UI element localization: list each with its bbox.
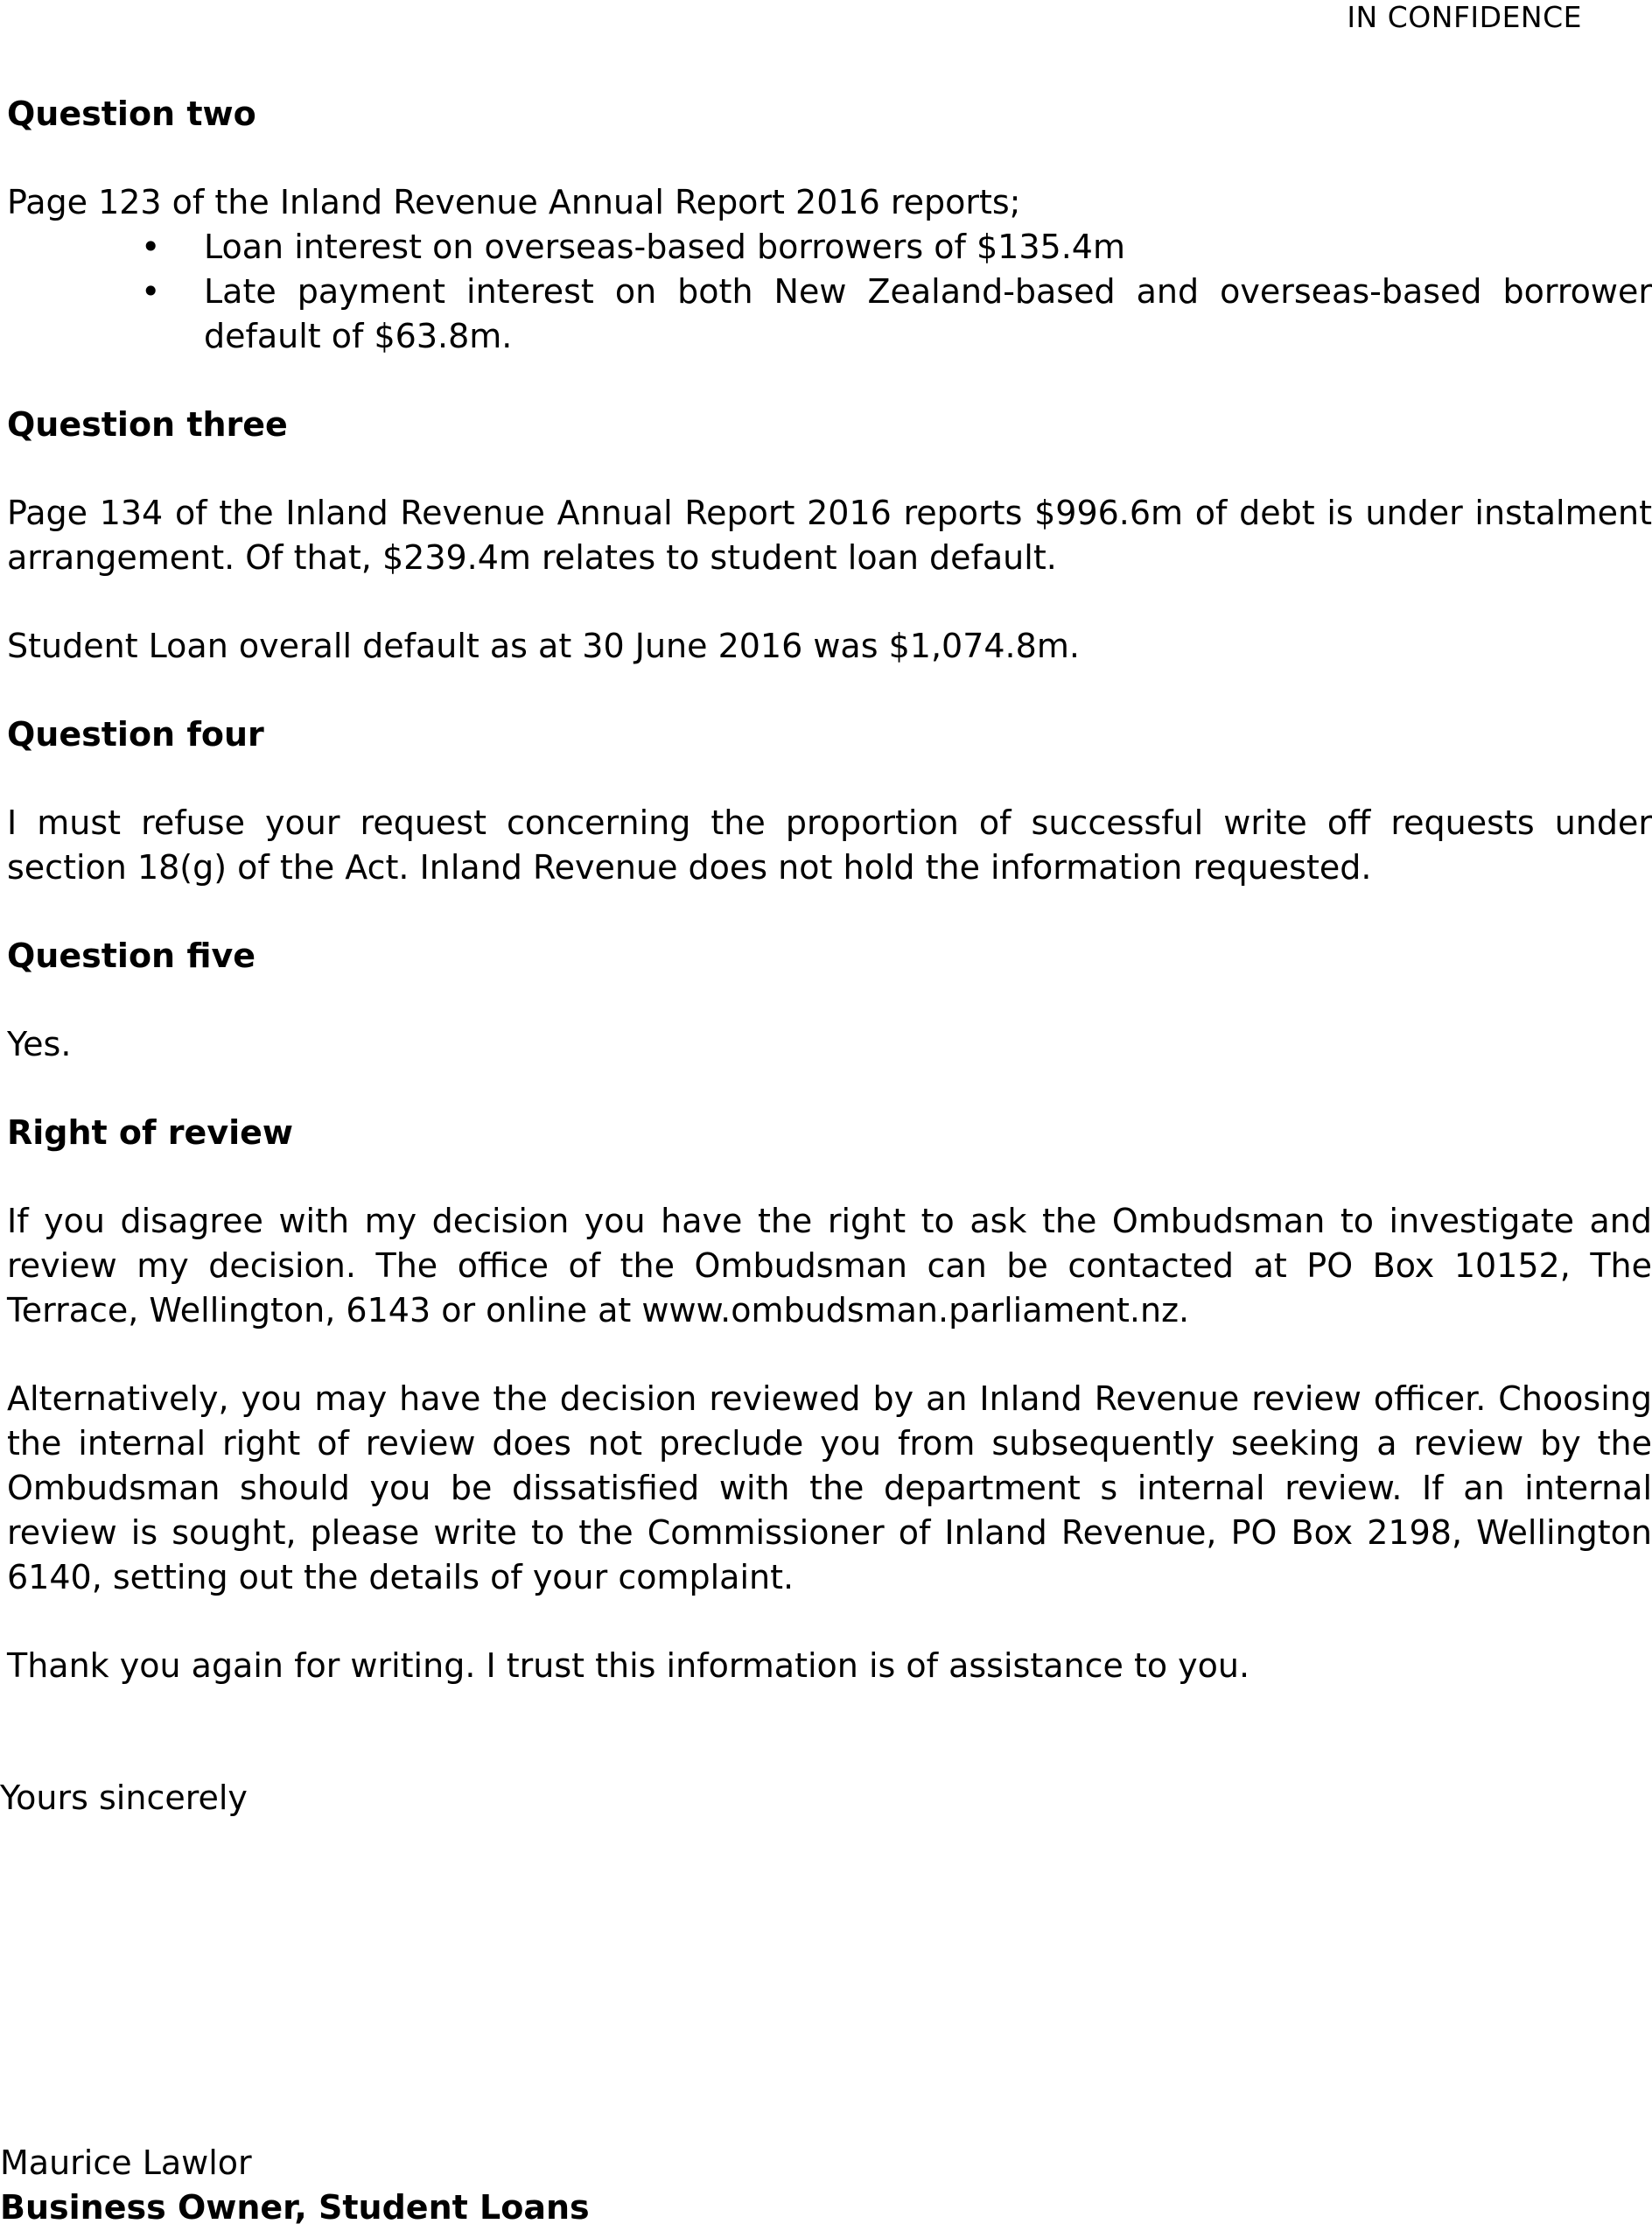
question-four-paragraph: I must refuse your request concerning the proportion of successful write off requests under section 18(g) of the Act. Inland Revenue does not hold the information requested. [7, 803, 1652, 887]
question-three-paragraph-1: Page 134 of the Inland Revenue Annual Report 2016 reports $996.6m of debt is under instalment arrangement. Of that, $239.4m relates to student loan default. [7, 494, 1652, 577]
heading-question-two: Question two [7, 95, 256, 133]
salutation: Yours sincerely [0, 1778, 248, 1817]
heading-question-three: Question three [7, 405, 288, 444]
bullet-icon: • [141, 272, 161, 311]
question-three-paragraph-2: Student Loan overall default as at 30 June 2016 was $1,074.8m. [7, 627, 1080, 665]
review-paragraph-1: If you disagree with my decision you have the right to ask the Ombudsman to investigate and review my decision. The office of the Ombudsman can be contacted at PO Box 10152, The Terrace, Wellington, 6143 or online at www.ombudsman.parliament.nz. [7, 1202, 1652, 1329]
list-item [7, 225, 1652, 270]
classification-label: IN CONFIDENCE [1347, 0, 1582, 34]
signatory-name: Maurice Lawlor [0, 2143, 252, 2182]
question-five-paragraph: Yes. [7, 1025, 72, 1063]
question-two-bullet-list [7, 225, 1652, 359]
letter-body [7, 92, 1652, 1732]
question-two-content [7, 180, 1652, 359]
review-paragraph-3: Thank you again for writing. I trust this information is of assistance to you. [7, 1646, 1250, 1685]
question-two-intro: Page 123 of the Inland Revenue Annual Report 2016 reports; [7, 183, 1021, 221]
heading-question-five: Question five [7, 937, 256, 975]
heading-question-four: Question four [7, 715, 264, 754]
bullet-text: Late payment interest on both New Zealand-based and overseas-based borrower default of $63.8m. [204, 272, 1652, 355]
signatory-title: Business Owner, Student Loans [0, 2188, 590, 2227]
list-item [7, 270, 1652, 359]
bullet-text: Loan interest on overseas-based borrowers of $135.4m [204, 228, 1125, 266]
closing-block [0, 1776, 1645, 1821]
heading-right-of-review: Right of review [7, 1113, 293, 1152]
review-paragraph-2: Alternatively, you may have the decision reviewed by an Inland Revenue review officer. Choosing the internal right of review does not preclude you from subsequently seeking a review by the Ombudsman should you be dissatisfied with the department s internal review. If an internal review is sought, please write to the Commissioner of Inland Revenue, PO Box 2198, Wellington 6140, setting out the details of your complaint. [7, 1379, 1652, 1596]
bullet-icon: • [141, 228, 161, 266]
signature-block [0, 2141, 590, 2230]
